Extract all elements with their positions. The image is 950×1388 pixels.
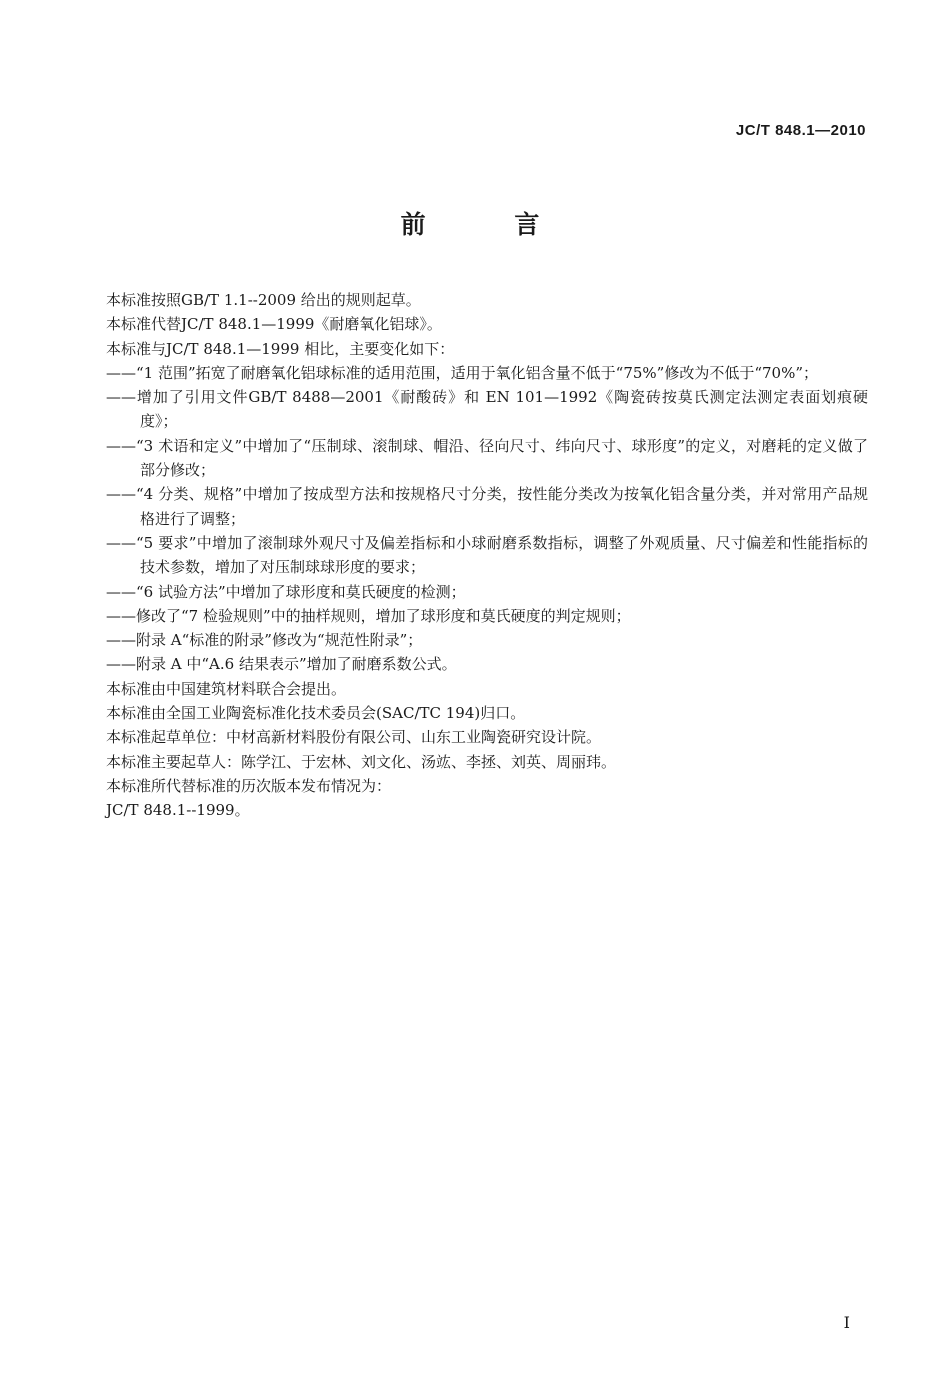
outro-paragraph: JC/T 848.1--1999。 [106,801,250,820]
change-item: ——“3 术语和定义”中增加了“压制球、滚制球、帽沿、径向尺寸、纬向尺寸、球形度”的定义，对磨耗的定义做了部分修改； [106,436,868,480]
change-item: ——修改了“7 检验规则”中的抽样规则，增加了球形度和莫氏硬度的判定规则； [106,606,631,625]
intro-paragraph: 本标准与JC/T 848.1—1999 相比，主要变化如下： [106,339,455,358]
change-item: ——“6 试验方法”中增加了球形度和莫氏硬度的检测； [106,582,466,601]
page-title: 前 言 [400,210,580,239]
outro-paragraph: 本标准由中国建筑材料联合会提出。 [106,679,347,698]
intro-paragraph: 本标准代替JC/T 848.1—1999《耐磨氧化铝球》。 [106,315,442,334]
document-body [106,288,868,823]
change-item: ——“1 范围”拓宽了耐磨氧化铝球标准的适用范围，适用于氧化铝含量不低于“75%”修改为不低于“70%”； [106,363,819,382]
outro-paragraph: 本标准主要起草人：陈学江、于宏林、刘文化、汤竑、李拯、刘英、周丽玮。 [106,752,617,771]
outro-paragraph: 本标准由全国工业陶瓷标准化技术委员会(SAC/TC 194)归口。 [106,704,526,723]
change-item: ——“5 要求”中增加了滚制球外观尺寸及偏差指标和小球耐磨系数指标，调整了外观质量、尺寸偏差和性能指标的技术参数，增加了对压制球球形度的要求； [106,533,868,577]
change-item: ——附录 A 中“A.6 结果表示”增加了耐磨系数公式。 [106,655,457,674]
intro-paragraph: 本标准按照GB/T 1.1--2009 给出的规则起草。 [106,291,421,309]
outro-paragraph: 本标准所代替标准的历次版本发布情况为： [106,776,392,795]
standard-code: JC/T 848.1—2010 [735,122,866,139]
change-item: ——“4 分类、规格”中增加了按成型方法和按规格尺寸分类，按性能分类改为按氧化铝含量分类，并对常用产品规格进行了调整； [106,485,868,528]
outro-paragraph: 本标准起草单位：中材高新材料股份有限公司、山东工业陶瓷研究设计院。 [106,728,602,747]
change-item: ——增加了引用文件GB/T 8488—2001《耐酸砖》和 EN 101—1992《陶瓷砖按莫氏测定法测定表面划痕硬度》； [106,388,868,431]
page-number: I [843,1313,850,1332]
change-item: ——附录 A“标准的附录”修改为“规范性附录”； [106,631,423,650]
